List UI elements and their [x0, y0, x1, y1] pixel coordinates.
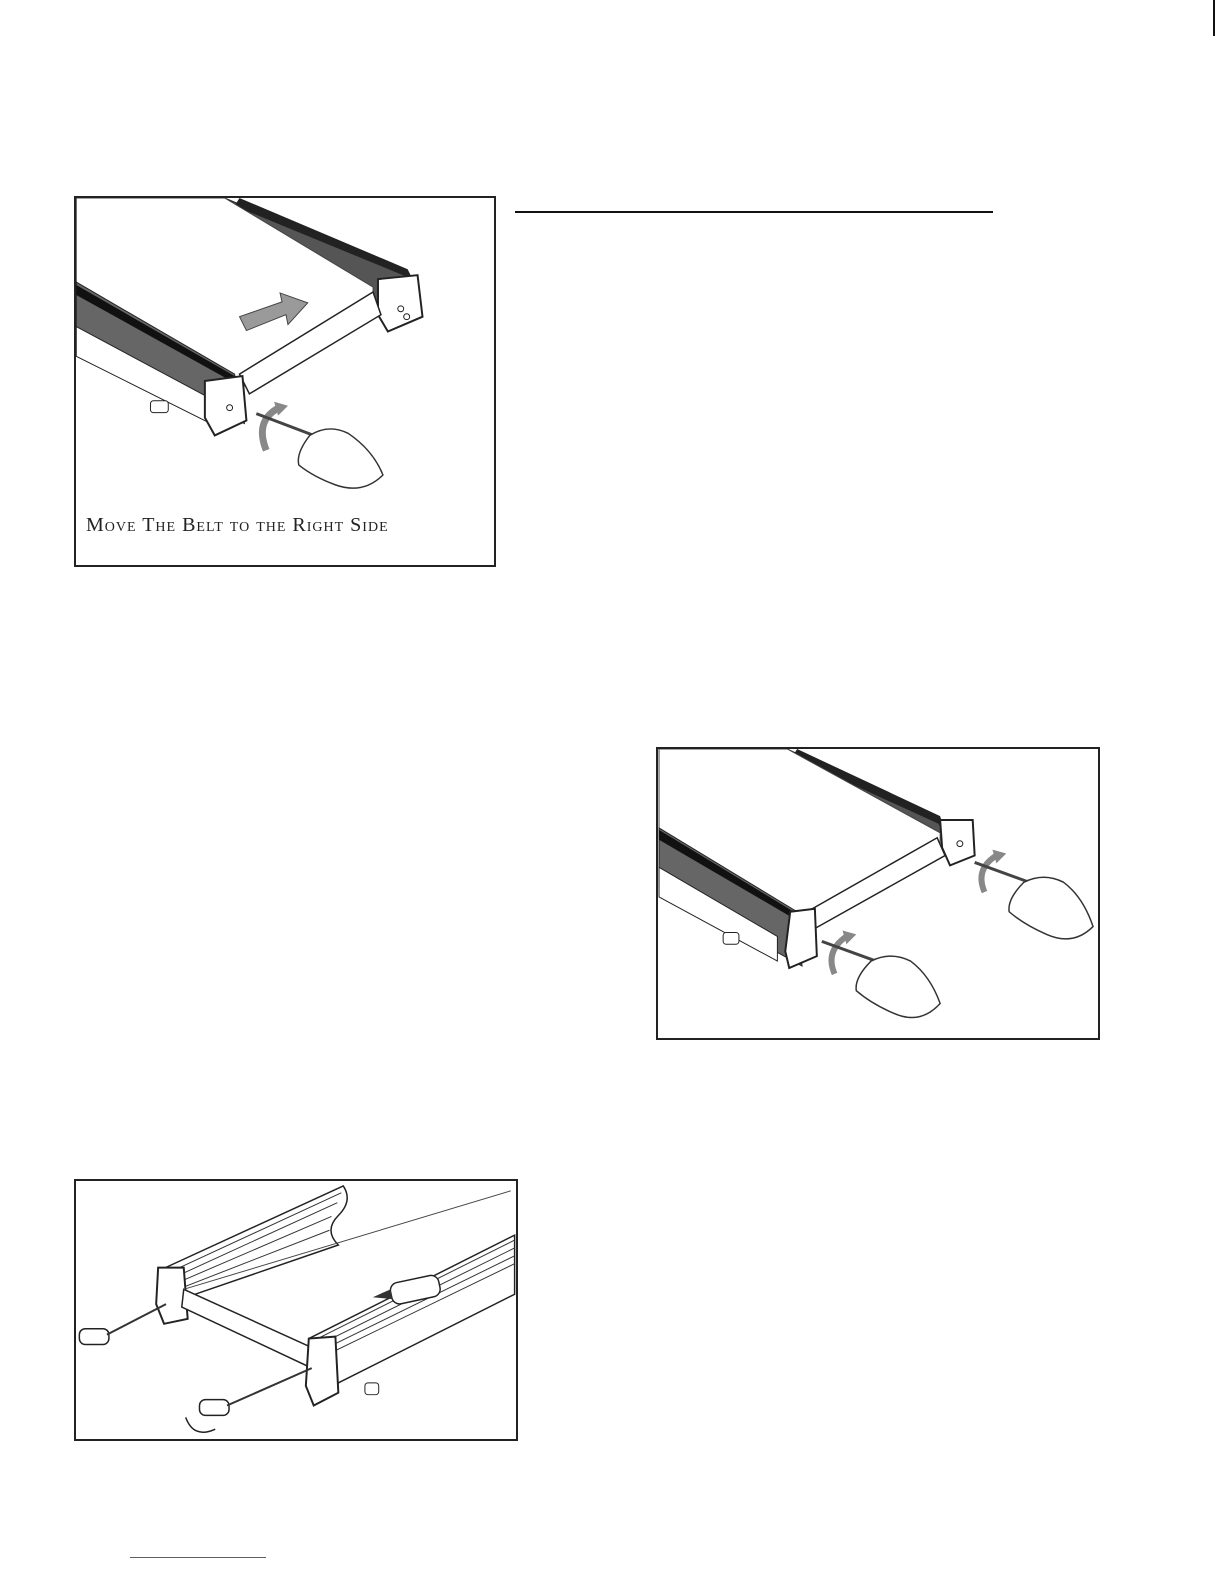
rotation-arrow-icon: [981, 856, 996, 892]
figure-adjust-both-bolts: [656, 747, 1100, 1040]
section-heading-rule: [515, 211, 993, 213]
hand-icon: [856, 956, 940, 1017]
figure-lubricate-and-tension: [74, 1179, 518, 1441]
hand-icon: [1009, 877, 1093, 939]
treadmill-deck-illustration: [76, 198, 494, 565]
treadmill-deck-illustration: [658, 749, 1098, 1038]
rotation-arrow-icon: [262, 408, 279, 451]
figure-caption: Move The Belt to the Right Side: [86, 514, 389, 536]
figure-move-belt-right: [74, 196, 496, 567]
rotation-arrow-icon: [186, 1417, 216, 1432]
t-handle-wrench-icon: [79, 1304, 166, 1344]
t-handle-wrench-icon: [199, 1368, 311, 1415]
page-corner-mark: [1213, 0, 1215, 36]
treadmill-deck-illustration: [76, 1181, 516, 1439]
hand-icon: [298, 429, 383, 488]
footer-link-underline: [130, 1557, 266, 1558]
rotation-arrow-icon: [832, 936, 847, 973]
